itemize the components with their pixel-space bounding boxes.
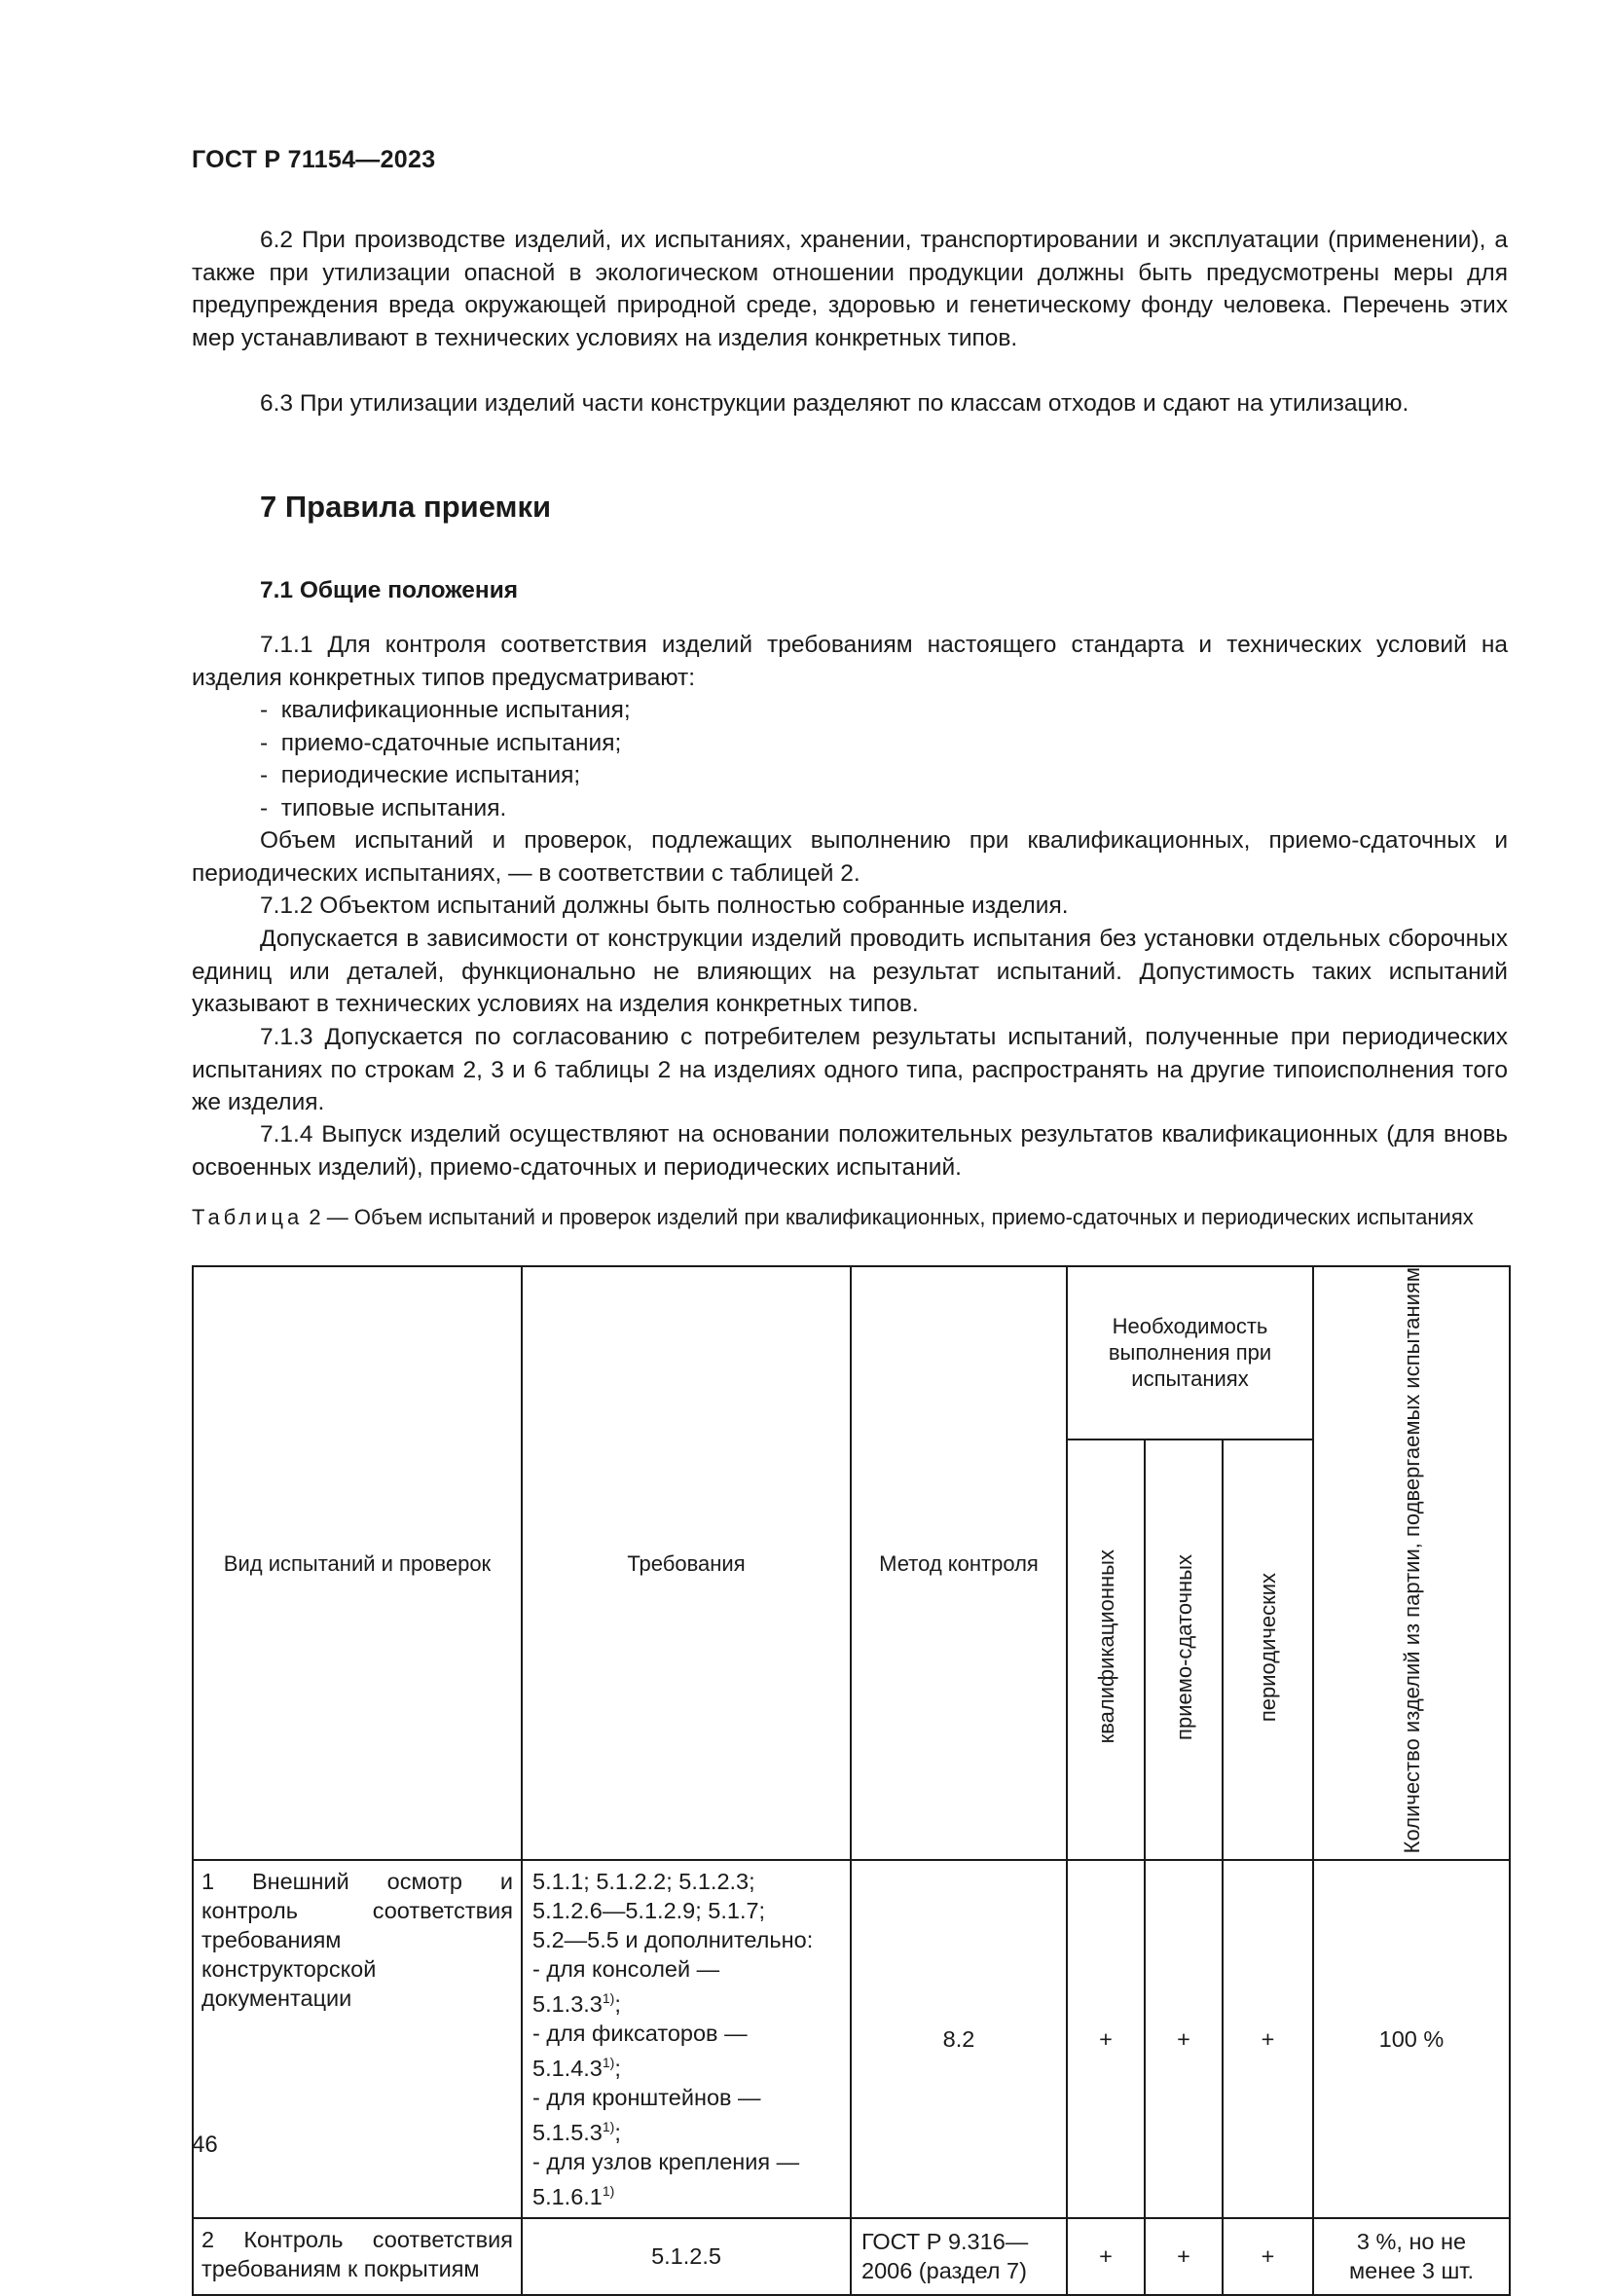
paragraph-7-1-4: 7.1.4 Выпуск изделий осуществляют на основании положительных результатов квалификационных (для вновь освоенных изделий), приемо-сдаточных и периодических испытаний.	[192, 1121, 1508, 1181]
row2-kind: 2 Контроль соответствия требованиям к покрытиям	[193, 2218, 522, 2295]
table-row	[193, 1860, 1510, 2217]
section-heading-7: 7 Правила приемки	[260, 490, 552, 524]
paragraph-6-2: 6.2 При производстве изделий, их испытаниях, хранении, транспортировании и эксплуатации (применении), а также при утилизации опасной в экологическом отношении продукции должны быть предусмотрены меры для предупреждения вреда окружающей природной среде, здоровью и генетическому фонду человека. Перечень этих мер устанавливают в технических условиях на изделия конкретных типов.	[192, 227, 1508, 351]
subsection-heading-7-1: 7.1 Общие положения	[260, 577, 519, 603]
row1-quantity: 100 %	[1313, 1860, 1510, 2217]
row1-qualification: +	[1067, 1860, 1145, 2217]
header-acceptance-text: приемо-сдаточных	[1171, 1553, 1196, 1740]
row1-periodic: +	[1223, 1860, 1313, 2217]
header-requirements: Требования	[522, 1266, 851, 1860]
list-item: - квалификационные испытания;	[260, 694, 631, 727]
row1-method: 8.2	[851, 1860, 1067, 2217]
table-row	[193, 2218, 1510, 2295]
list-item: - периодические испытания;	[260, 759, 631, 792]
req-line: 5.1.3.3$^{1)}$;	[532, 1990, 621, 2018]
req-line: - для фиксаторов —	[532, 2021, 748, 2047]
req-line: - для кронштейнов —	[532, 2084, 761, 2110]
row1-acceptance: +	[1145, 1860, 1223, 2217]
row2-requirements: 5.1.2.5	[522, 2218, 851, 2295]
req-line: 5.1.6.1$^{1)}$	[532, 2182, 615, 2209]
req-line: 5.1.1; 5.1.2.2; 5.1.2.3;	[532, 1869, 755, 1895]
header-qualification	[1067, 1440, 1145, 1860]
req-line: 5.1.2.6—5.1.2.9; 5.1.7;	[532, 1898, 766, 1924]
header-acceptance	[1145, 1440, 1223, 1860]
row2-periodic: +	[1223, 2218, 1313, 2295]
req-line: 5.1.5.3$^{1)}$;	[532, 2118, 621, 2145]
row2-quantity: 3 %, но не менее 3 шт.	[1313, 2218, 1510, 2295]
req-line: 5.2—5.5 и дополнительно:	[532, 1927, 814, 1953]
header-quantity-text: Количество изделий из партии, подвергаемых испытаниям	[1399, 1267, 1424, 1854]
header-qualification-text: квалификационных	[1093, 1549, 1118, 1744]
test-types-list	[260, 694, 631, 824]
row1-kind: 1 Внешний осмотр и контроль соответствия требованиям конструкторской документации	[193, 1860, 522, 2217]
header-method: Метод контроля	[851, 1266, 1067, 1860]
table-caption	[192, 1203, 1508, 1231]
paragraph-7-1-1: 7.1.1 Для контроля соответствия изделий требованиям настоящего стандарта и технических условий на изделия конкретных типов предусматривают:	[192, 632, 1508, 691]
table-caption-text: 2 — Объем испытаний и проверок изделий при квалификационных, приемо-сдаточных и периодических испытаниях	[309, 1205, 1474, 1229]
header-necessity: Необходимость выполнения при испытаниях	[1067, 1266, 1313, 1440]
row1-requirements	[522, 1860, 851, 2217]
paragraph-7-1-1-scope: Объем испытаний и проверок, подлежащих выполнению при квалификационных, приемо-сдаточных и периодических испытаниях, — в соответствии с таблицей 2.	[192, 827, 1508, 887]
row2-acceptance: +	[1145, 2218, 1223, 2295]
list-item: - приемо-сдаточные испытания;	[260, 727, 631, 760]
document-code: ГОСТ Р 71154—2023	[192, 146, 436, 173]
page-number: 46	[192, 2132, 218, 2158]
paragraph-7-1-2: 7.1.2 Объектом испытаний должны быть полностью собранные изделия.	[260, 893, 1069, 919]
table-2	[192, 1265, 1511, 2296]
header-quantity	[1313, 1266, 1510, 1860]
req-line: - для консолей —	[532, 1956, 720, 1983]
list-item: - типовые испытания.	[260, 792, 631, 825]
header-periodic-text: периодических	[1256, 1572, 1280, 1722]
row2-method: ГОСТ Р 9.316—2006 (раздел 7)	[851, 2218, 1067, 2295]
paragraph-7-1-3: 7.1.3 Допускается по согласованию с потребителем результаты испытаний, полученные при периодических испытаниях по строкам 2, 3 и 6 таблицы 2 на изделиях одного типа, распространять на другие типоисполнения того же изделия.	[192, 1024, 1508, 1115]
table-caption-label: Таблица	[192, 1205, 304, 1229]
header-periodic	[1223, 1440, 1313, 1860]
header-kind: Вид испытаний и проверок	[193, 1266, 522, 1860]
paragraph-6-3: 6.3 При утилизации изделий части конструкции разделяют по классам отходов и сдают на утилизацию.	[260, 390, 1409, 417]
req-line: 5.1.4.3$^{1)}$;	[532, 2055, 621, 2081]
req-line: - для узлов крепления —	[532, 2148, 800, 2174]
row2-qualification: +	[1067, 2218, 1145, 2295]
paragraph-7-1-2-allowance: Допускается в зависимости от конструкции изделий проводить испытания без установки отдельных сборочных единиц или деталей, функционально не влияющих на результат испытаний. Допустимость таких испытаний указывают в технических условиях на изделия конкретных типов.	[192, 926, 1508, 1017]
